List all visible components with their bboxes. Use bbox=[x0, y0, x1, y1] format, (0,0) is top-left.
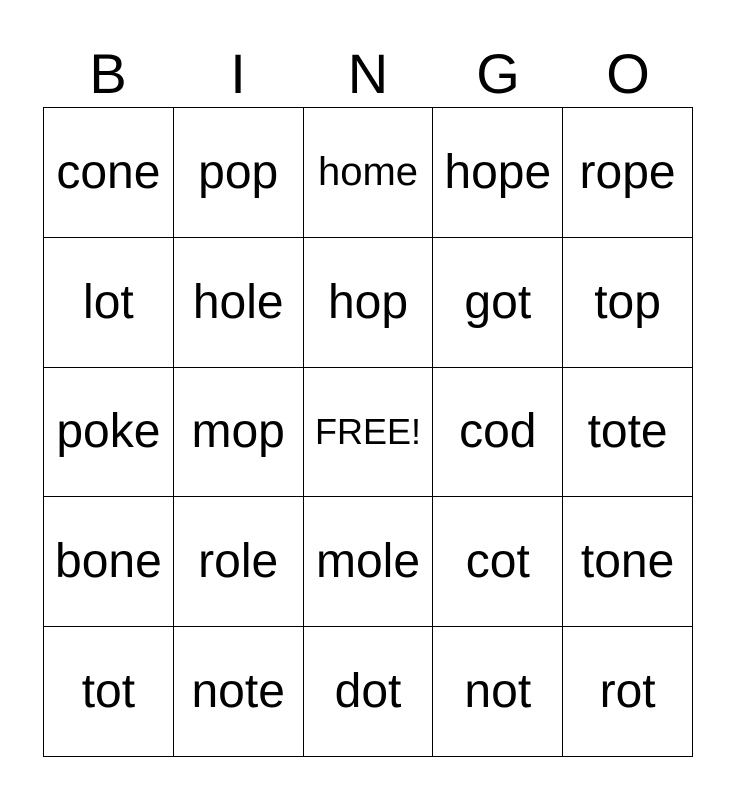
bingo-cell[interactable]: hole bbox=[174, 238, 304, 368]
bingo-cell[interactable]: hope bbox=[433, 108, 563, 238]
header-letter-g: G bbox=[476, 42, 520, 105]
bingo-cell[interactable]: pop bbox=[174, 108, 304, 238]
bingo-cell[interactable]: rope bbox=[563, 108, 693, 238]
bingo-board bbox=[43, 107, 693, 757]
bingo-cell[interactable]: top bbox=[563, 238, 693, 368]
bingo-cell[interactable]: not bbox=[433, 627, 563, 757]
header-letter-o: O bbox=[606, 42, 650, 105]
bingo-cell[interactable]: note bbox=[174, 627, 304, 757]
bingo-cell[interactable]: tone bbox=[563, 497, 693, 627]
bingo-header bbox=[43, 42, 693, 106]
header-letter-b: B bbox=[89, 42, 127, 105]
bingo-cell[interactable]: mop bbox=[174, 368, 304, 498]
header-letter-i: I bbox=[230, 42, 246, 105]
bingo-cell[interactable]: cot bbox=[433, 497, 563, 627]
free-space-cell[interactable]: FREE! bbox=[304, 368, 434, 498]
bingo-cell[interactable]: bone bbox=[44, 497, 174, 627]
bingo-cell[interactable]: dot bbox=[304, 627, 434, 757]
bingo-cell[interactable]: mole bbox=[304, 497, 434, 627]
bingo-cell[interactable]: lot bbox=[44, 238, 174, 368]
bingo-cell[interactable]: tot bbox=[44, 627, 174, 757]
header-letter-n: N bbox=[347, 42, 389, 105]
bingo-cell[interactable]: tote bbox=[563, 368, 693, 498]
bingo-cell[interactable]: cone bbox=[44, 108, 174, 238]
bingo-cell[interactable]: got bbox=[433, 238, 563, 368]
bingo-cell[interactable]: poke bbox=[44, 368, 174, 498]
bingo-cell[interactable]: rot bbox=[563, 627, 693, 757]
bingo-cell[interactable]: hop bbox=[304, 238, 434, 368]
bingo-cell[interactable]: role bbox=[174, 497, 304, 627]
bingo-cell[interactable]: home bbox=[304, 108, 434, 238]
bingo-cell[interactable]: cod bbox=[433, 368, 563, 498]
